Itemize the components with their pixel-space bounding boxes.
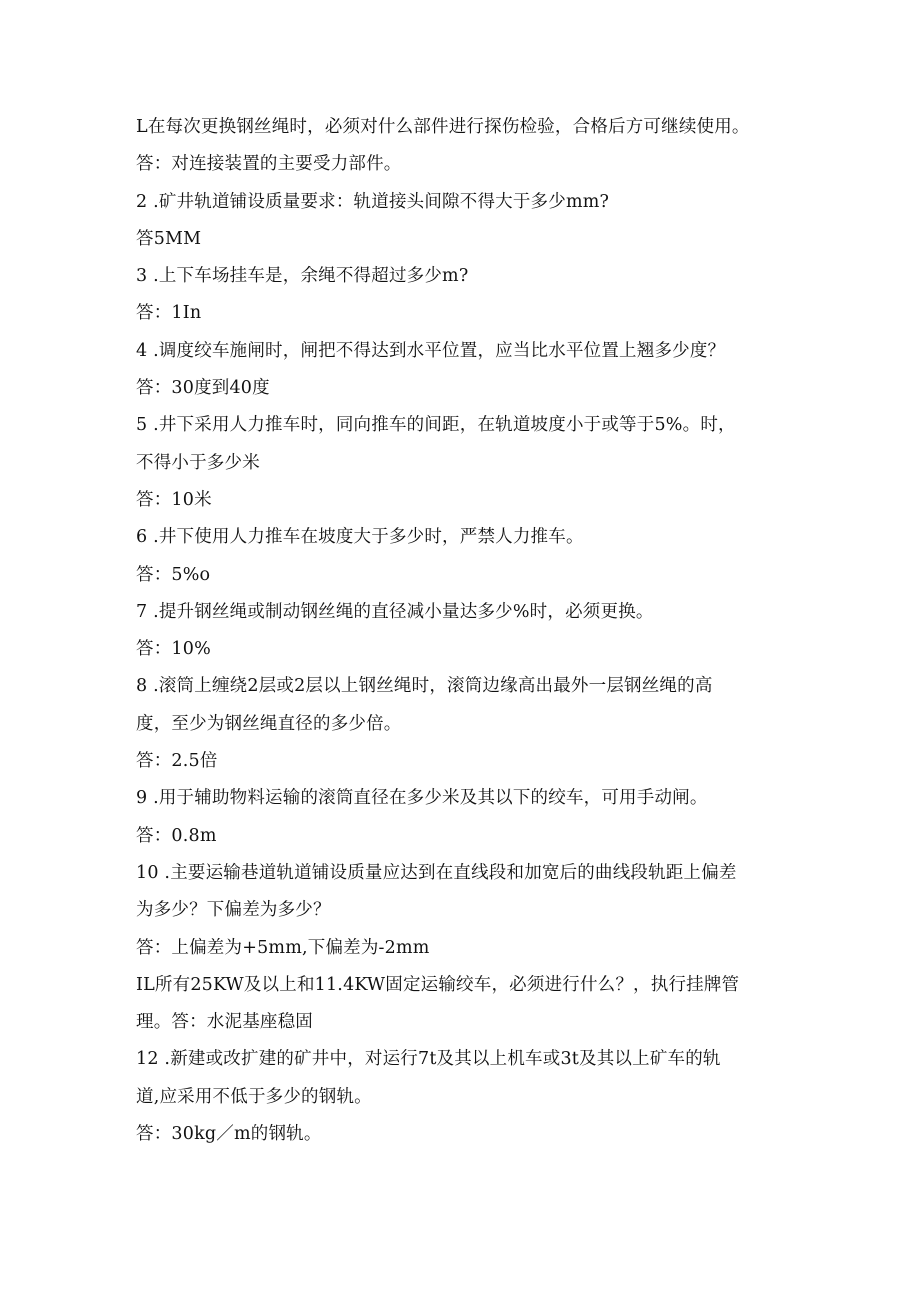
question-1-text: L在每次更换钢丝绳时，必须对什么部件进行探伤检验，合格后方可继续使用。 — [136, 117, 750, 137]
answer-4-text: 答：30度到40度 — [136, 378, 270, 399]
answer-9-text: 答：0.8m — [136, 825, 217, 846]
question-7-text: 7 .提升钢丝绳或制动钢丝绳的直径减小量达多少%时，必须更换。 — [136, 601, 654, 622]
question-2-text: 2 .矿井轨道铺设质量要求：轨道接头间隙不得大于多少mm? — [136, 191, 610, 212]
answer-5-text: 答：10米 — [136, 489, 212, 510]
question-10-text: 10 .主要运输巷道轨道铺设质量应达到在直线段和加宽后的曲线段轨距上偏差 — [136, 862, 737, 883]
answer-7-text: 答：10% — [136, 639, 211, 660]
answer-8-text: 答：2.5倍 — [136, 751, 218, 772]
question-3-text: 3 .上下车场挂车是，余绳不得超过多少m? — [136, 266, 469, 287]
question-11-answer-text: 理。答：水泥基座稳固 — [136, 1012, 313, 1033]
question-12-text-continued: 道,应采用不低于多少的钢轨。 — [136, 1086, 372, 1107]
answer-2-text: 答5MM — [136, 228, 202, 249]
answer-12-text: 答：30kg／m的钢轨。 — [136, 1124, 322, 1145]
question-9-text: 9 .用于辅助物料运输的滚筒直径在多少米及其以下的绞车，可用手动闸。 — [136, 788, 708, 809]
question-12-text: 12 .新建或改扩建的矿井中，对运行7t及其以上机车或3t及其以上矿车的轨 — [136, 1049, 721, 1070]
question-8-text: 8 .滚筒上缠绕2层或2层以上钢丝绳时，滚筒边缘高出最外一层钢丝绳的高 — [136, 676, 713, 697]
answer-3-text: 答：1In — [136, 303, 202, 324]
question-6-text: 6 .井下使用人力推车在坡度大于多少时，严禁人力推车。 — [136, 527, 584, 548]
question-5-text-continued: 不得小于多少米 — [136, 452, 260, 473]
question-11-text: IL所有25KW及以上和11.4KW固定运输绞车，必须进行什么？，执行挂牌管 — [136, 974, 740, 995]
answer-10-text: 答：上偏差为+5mm,下偏差为-2mm — [136, 937, 430, 958]
question-4-text: 4 .调度绞车施闸时，闸把不得达到水平位置，应当比水平位置上翘多少度？ — [136, 340, 726, 361]
question-8-text-continued: 度，至少为钢丝绳直径的多少倍。 — [136, 713, 402, 734]
answer-1-text: 答：对连接装置的主要受力部件。 — [136, 154, 402, 175]
answer-6-text: 答：5%o — [136, 564, 211, 585]
question-10-text-continued: 为多少？下偏差为多少？ — [136, 900, 331, 921]
document-body — [136, 109, 796, 1153]
question-5-text: 5 .井下采用人力推车时，同向推车的间距，在轨道坡度小于或等于5%。时， — [136, 415, 736, 436]
